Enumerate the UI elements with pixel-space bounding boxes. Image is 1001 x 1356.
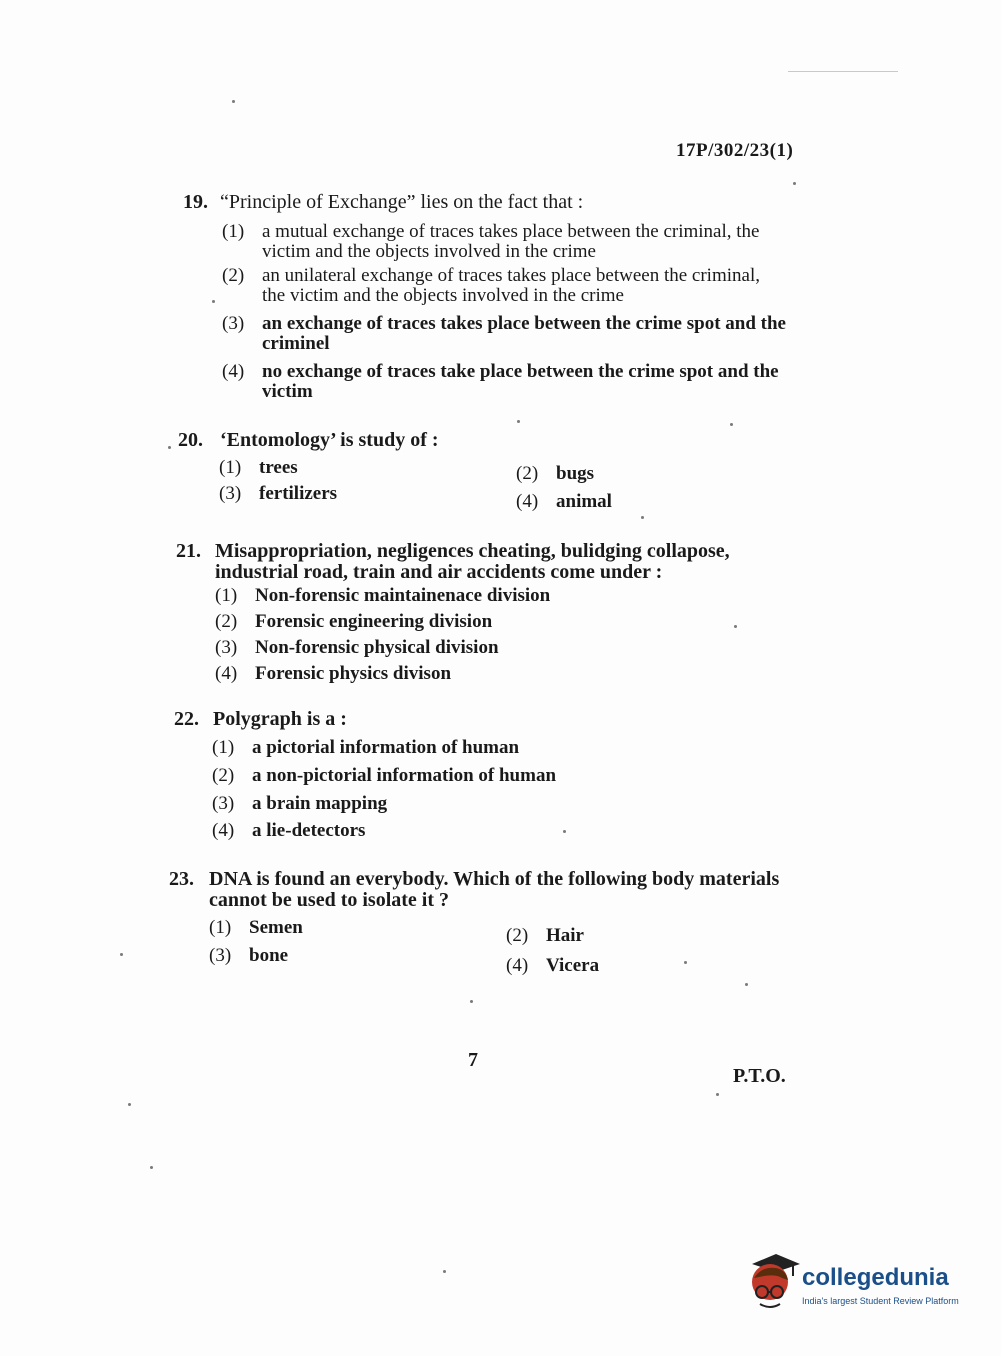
- scan-speck: [128, 1103, 131, 1106]
- option-text: a pictorial information of human: [252, 737, 520, 758]
- scan-speck: [168, 446, 171, 449]
- scan-speck: [793, 182, 796, 185]
- option-number: (3): [222, 313, 245, 334]
- scan-speck: [470, 1000, 473, 1003]
- option-number: (4): [222, 361, 245, 382]
- scan-speck: [641, 516, 644, 519]
- option-number: (2): [222, 265, 245, 286]
- option-text: Non-forensic physical division: [255, 637, 499, 658]
- option-number: (3): [215, 637, 238, 658]
- option-text: no exchange of traces take place between the crime spot and the victim: [262, 361, 779, 402]
- option-number: (4): [516, 491, 539, 512]
- option-text: animal: [556, 491, 612, 512]
- scan-speck: [730, 423, 733, 426]
- option-text: fertilizers: [259, 483, 338, 504]
- student-mascot-icon: [742, 1252, 800, 1312]
- option-text: Hair: [546, 925, 584, 946]
- option-text: Semen: [249, 917, 303, 938]
- question-number: 21.: [176, 540, 201, 562]
- option-text: an unilateral exchange of traces takes place between the criminal, the victim and the objects involved in the crime: [262, 265, 760, 306]
- scan-speck: [684, 961, 687, 964]
- scan-speck: [150, 1166, 153, 1169]
- option-number: (1): [215, 585, 238, 606]
- question-number: 23.: [169, 868, 194, 890]
- question-number: 22.: [174, 708, 199, 730]
- question-stem: “Principle of Exchange” lies on the fact that :: [220, 191, 584, 213]
- brand-name: collegedunia: [802, 1264, 949, 1291]
- option-number: (1): [219, 457, 242, 478]
- option-number: (1): [222, 221, 245, 242]
- option-number: (4): [215, 663, 238, 684]
- option-number: (2): [215, 611, 238, 632]
- option-text: a mutual exchange of traces takes place between the criminal, the victim and the objects involved in the crime: [262, 221, 760, 262]
- scan-speck: [716, 1093, 719, 1096]
- question-stem: Misappropriation, negligences cheating, bulidging collapose, industrial road, train and air accidents come under :: [215, 540, 730, 583]
- question-stem: Polygraph is a :: [213, 708, 347, 730]
- question-number: 19.: [183, 191, 208, 213]
- option-number: (4): [506, 955, 529, 976]
- header-rule: [788, 71, 898, 72]
- option-number: (2): [212, 765, 235, 786]
- option-number: (1): [209, 917, 232, 938]
- scan-speck: [517, 420, 520, 423]
- scan-speck: [563, 830, 566, 833]
- option-text: bugs: [556, 463, 595, 484]
- option-number: (1): [212, 737, 235, 758]
- page-number: 7: [468, 1049, 478, 1071]
- question-stem: DNA is found an everybody. Which of the following body materials cannot be used to isolate it ?: [209, 868, 780, 911]
- option-number: (4): [212, 820, 235, 841]
- option-number: (3): [209, 945, 232, 966]
- option-text: Forensic engineering division: [255, 611, 493, 632]
- option-text: a lie-detectors: [252, 820, 366, 841]
- scan-speck: [212, 300, 215, 303]
- pto-label: P.T.O.: [733, 1065, 786, 1087]
- option-text: bone: [249, 945, 289, 966]
- scan-speck: [745, 983, 748, 986]
- option-text: an exchange of traces takes place between the crime spot and the criminel: [262, 313, 786, 354]
- option-text: Forensic physics divison: [255, 663, 452, 684]
- option-number: (3): [219, 483, 242, 504]
- option-number: (3): [212, 793, 235, 814]
- option-text: trees: [259, 457, 298, 478]
- paper-code: 17P/302/23(1): [676, 140, 794, 161]
- scan-speck: [443, 1270, 446, 1273]
- brand-tagline: India's largest Student Review Platform: [802, 1296, 959, 1306]
- question-number: 20.: [178, 429, 203, 451]
- scan-speck: [232, 100, 235, 103]
- option-text: Non-forensic maintainenace division: [255, 585, 551, 606]
- option-number: (2): [506, 925, 529, 946]
- option-text: Vicera: [546, 955, 600, 976]
- scan-speck: [120, 953, 123, 956]
- scan-speck: [734, 625, 737, 628]
- option-text: a brain mapping: [252, 793, 388, 814]
- option-number: (2): [516, 463, 539, 484]
- collegedunia-watermark: [742, 1250, 972, 1320]
- question-stem: ‘Entomology’ is study of :: [220, 429, 439, 451]
- option-text: a non-pictorial information of human: [252, 765, 557, 786]
